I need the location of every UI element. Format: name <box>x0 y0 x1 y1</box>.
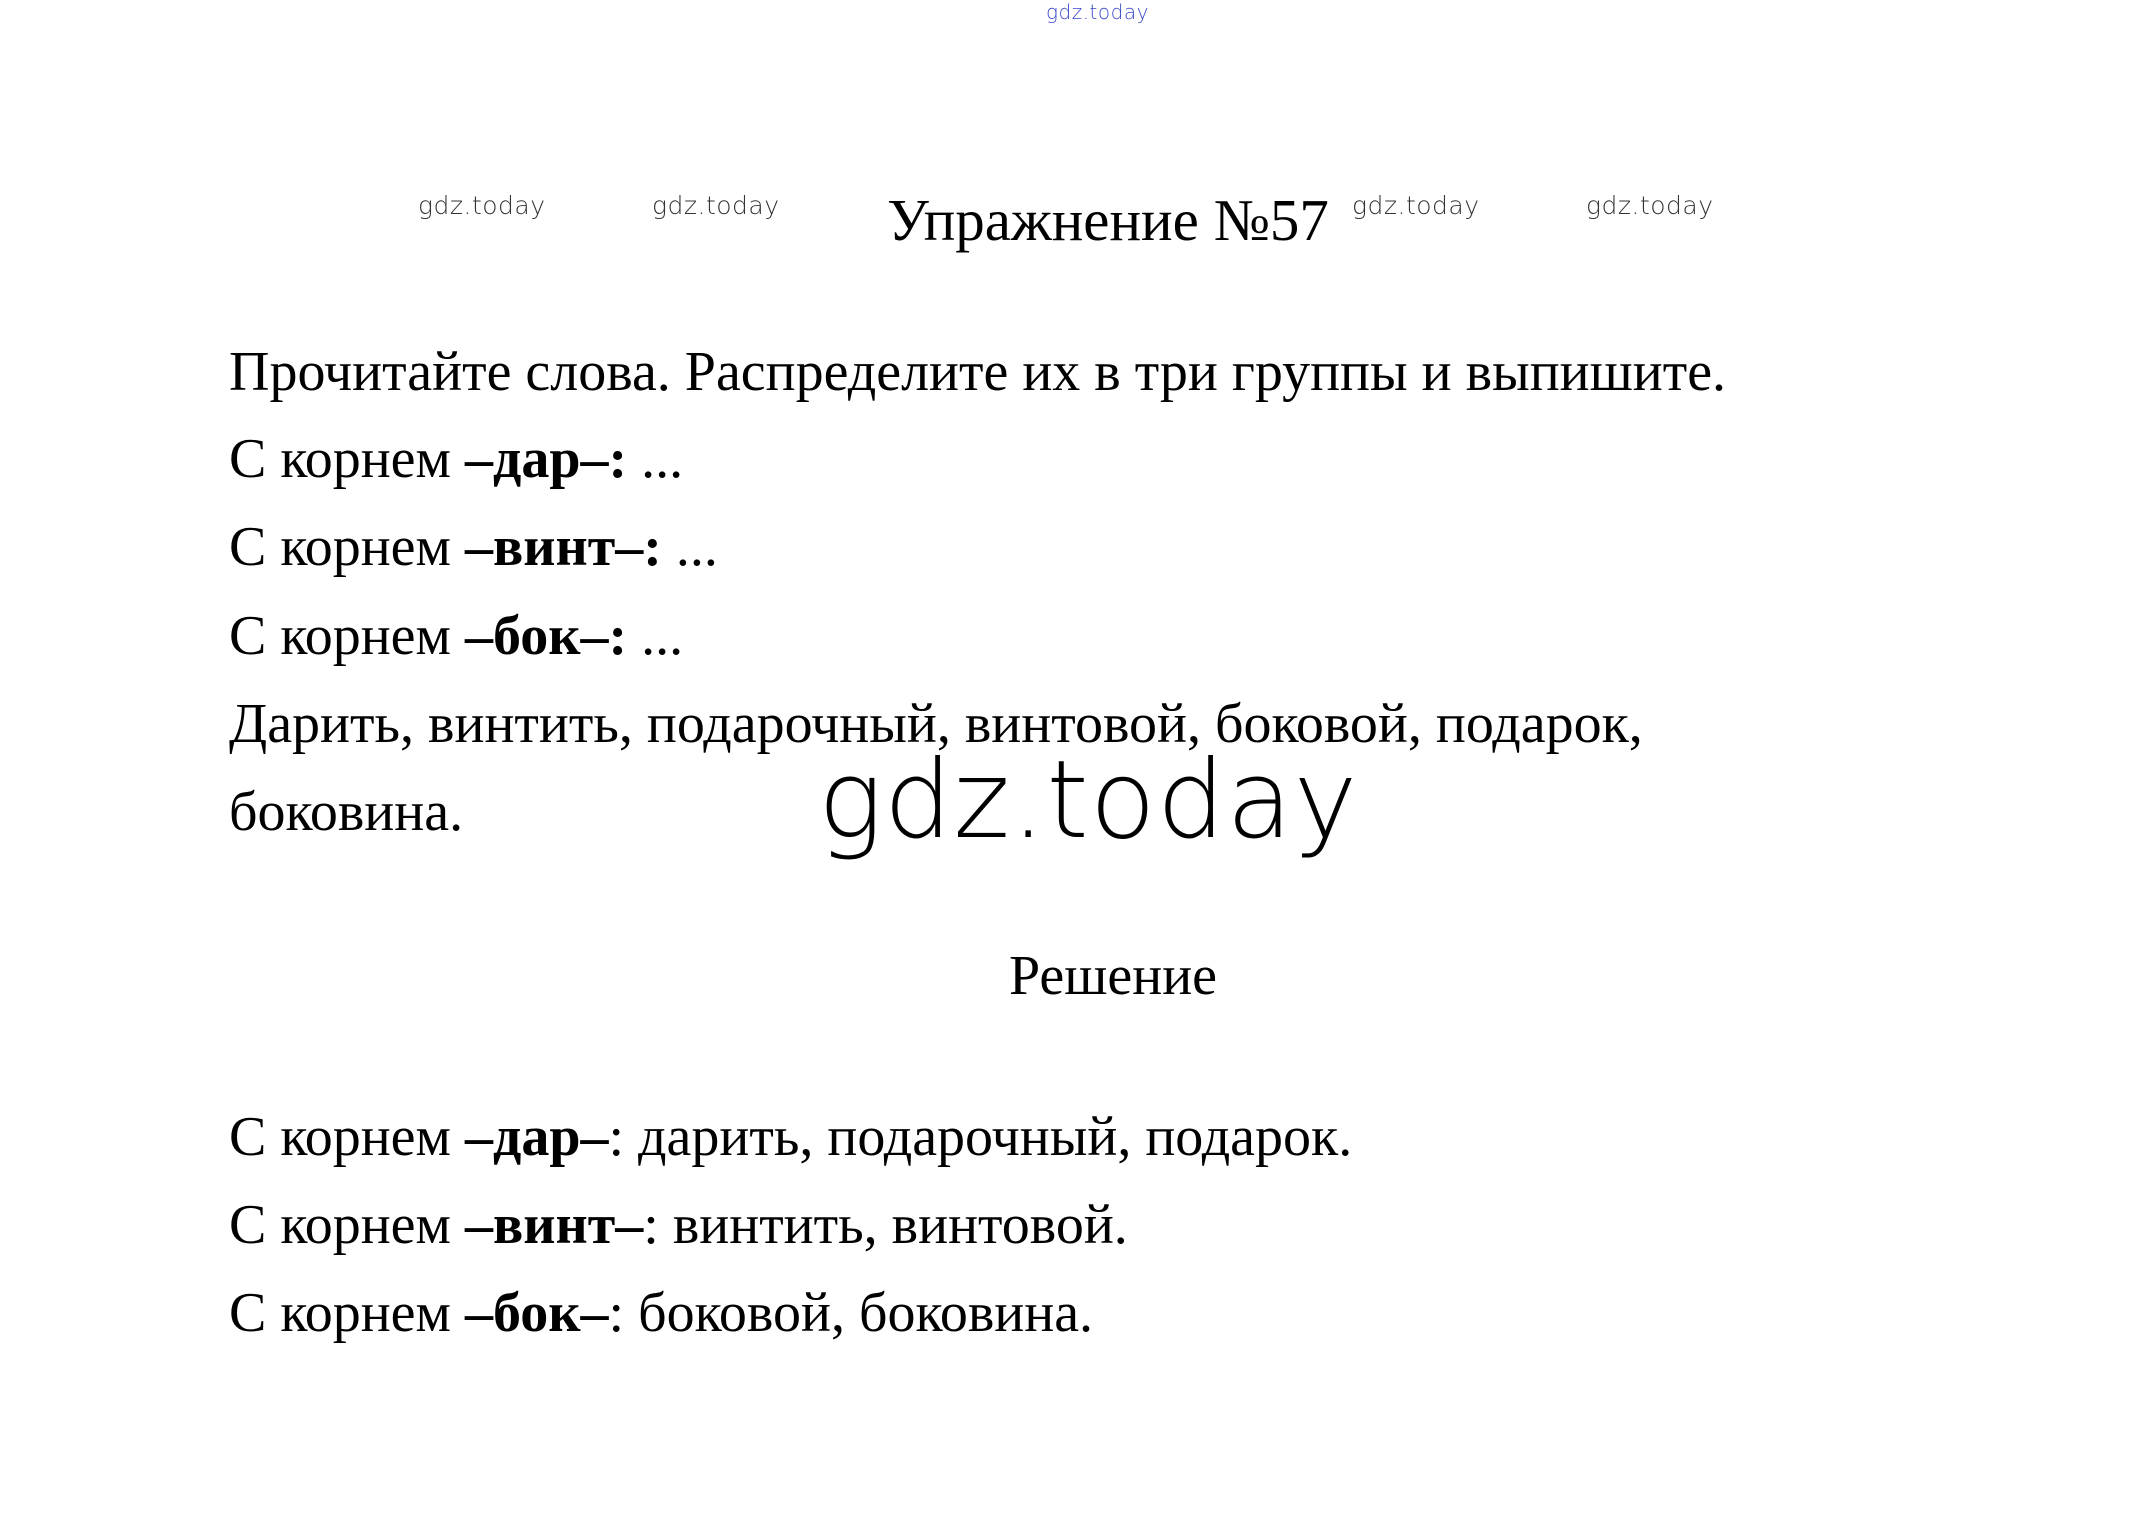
task-words-line-1: Дарить, винтить, подарочный, винтовой, боковой, подарок, <box>229 693 1643 755</box>
group-suffix: ... <box>627 605 684 667</box>
watermark-small-4: gdz.today <box>1586 191 1714 220</box>
solution-heading <box>0 941 2146 1011</box>
group-prefix: С корнем <box>229 428 465 490</box>
solution-heading-text: Решение <box>1008 945 1218 1007</box>
group-prefix: С корнем <box>229 605 465 667</box>
group-suffix: ... <box>627 428 684 490</box>
task-instruction: Прочитайте слова. Распределите их в три группы и выпишите. <box>229 341 1727 403</box>
answer-root: –бок– <box>464 1282 609 1344</box>
task-group-bok <box>229 601 683 671</box>
group-prefix: С корнем <box>229 516 465 578</box>
group-suffix: ... <box>661 516 718 578</box>
watermark-top: gdz.today <box>1046 0 1149 24</box>
answer-prefix: С корнем <box>229 1282 465 1344</box>
answer-root: –винт– <box>464 1194 644 1256</box>
answer-words: : боковой, боковина. <box>608 1282 1094 1344</box>
answer-root: –дар– <box>464 1106 609 1168</box>
answer-prefix: С корнем <box>229 1194 465 1256</box>
watermark-small-1: gdz.today <box>418 191 546 220</box>
exercise-title <box>0 182 2146 258</box>
answer-dar <box>229 1102 1352 1172</box>
answer-words: : дарить, подарочный, подарок. <box>608 1106 1353 1168</box>
exercise-title-text: Упражнение №57 <box>887 187 1329 253</box>
answer-vint <box>229 1190 1128 1260</box>
answer-prefix: С корнем <box>229 1106 465 1168</box>
task-group-dar <box>229 424 683 494</box>
watermark-large: gdz.today <box>818 738 1359 863</box>
task-group-vint <box>229 512 718 582</box>
answer-bok <box>229 1278 1093 1348</box>
watermark-small-2: gdz.today <box>652 191 780 220</box>
answer-words: : винтить, винтовой. <box>643 1194 1128 1256</box>
group-root: –винт–: <box>464 516 662 578</box>
task-words-line-2: боковина. <box>229 781 464 843</box>
group-root: –бок–: <box>464 605 628 667</box>
group-root: –дар–: <box>464 428 628 490</box>
watermark-small-3: gdz.today <box>1352 191 1480 220</box>
